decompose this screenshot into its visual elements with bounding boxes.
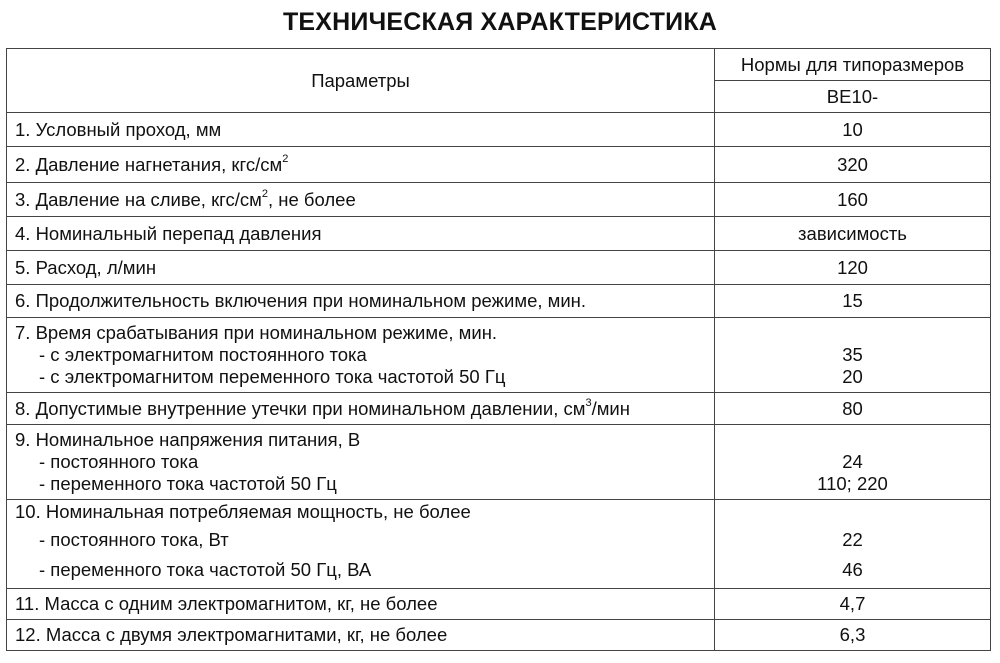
row-sub-label: - переменного тока частотой 50 Гц, ВА (39, 559, 372, 580)
table-row (7, 589, 991, 620)
row-label (7, 393, 715, 425)
spec-table (6, 48, 991, 651)
table-row (7, 318, 991, 393)
row-value-spacer (723, 429, 982, 451)
table-row (7, 425, 991, 500)
row-value: 4,7 (715, 589, 991, 620)
row-value-spacer (723, 501, 982, 529)
row-label: 12. Масса с двумя электромагнитами, кг, не более (7, 620, 715, 651)
row-value: 80 (715, 393, 991, 425)
row-sub-value: 22 (842, 529, 863, 550)
row-label (7, 500, 715, 589)
row-label (7, 318, 715, 393)
row-label (7, 425, 715, 500)
row-label-text: /мин (591, 397, 630, 419)
table-row (7, 620, 991, 651)
row-label: 6. Продолжительность включения при номинальном режиме, мин. (7, 285, 715, 318)
table-row (7, 183, 991, 217)
row-label-text: , не более (267, 188, 356, 210)
row-label: 11. Масса с одним электромагнитом, кг, не более (7, 589, 715, 620)
row-label: 5. Расход, л/мин (7, 251, 715, 285)
header-model: ВЕ10- (715, 81, 991, 113)
superscript: 2 (282, 153, 289, 166)
row-sub-value: 110; 220 (817, 473, 888, 494)
header-parameters: Параметры (7, 49, 715, 113)
row-label-text: 8. Допустимые внутренние утечки при номинальном давлении, см (15, 397, 586, 419)
row-sub-value: 20 (842, 366, 863, 387)
table-row (7, 285, 991, 318)
table-row (7, 113, 991, 147)
row-label (7, 183, 715, 217)
row-label (7, 147, 715, 183)
row-value: 120 (715, 251, 991, 285)
table-row (7, 217, 991, 251)
row-value: 15 (715, 285, 991, 318)
row-value (715, 318, 991, 393)
row-value: 6,3 (715, 620, 991, 651)
row-label-text: 3. Давление на сливе, кгс/см (15, 188, 262, 210)
row-value (715, 425, 991, 500)
row-value-spacer (723, 322, 982, 344)
row-value: 10 (715, 113, 991, 147)
row-sub-value: 35 (842, 344, 863, 365)
superscript: 2 (261, 188, 268, 201)
row-sub-value: 46 (842, 559, 863, 580)
row-sub-label: - постоянного тока, Вт (39, 529, 229, 550)
row-value: зависимость (715, 217, 991, 251)
header-norms: Нормы для типоразмеров (715, 49, 991, 81)
row-sub-label: - постоянного тока (39, 451, 199, 472)
row-label: 1. Условный проход, мм (7, 113, 715, 147)
row-sub-value: 24 (842, 451, 863, 472)
row-label-text: 10. Номинальная потребляемая мощность, не более (15, 501, 471, 522)
row-value: 320 (715, 147, 991, 183)
row-value: 160 (715, 183, 991, 217)
row-label-text: 9. Номинальное напряжения питания, В (15, 429, 361, 450)
table-row (7, 500, 991, 589)
row-sub-label: - переменного тока частотой 50 Гц (39, 473, 337, 494)
superscript: 3 (585, 397, 592, 410)
header-row (7, 49, 991, 81)
page-title: ТЕХНИЧЕСКАЯ ХАРАКТЕРИСТИКА (282, 8, 718, 36)
row-value (715, 500, 991, 589)
row-sub-label: - с электромагнитом переменного тока частотой 50 Гц (39, 366, 506, 387)
row-label-text: 2. Давление нагнетания, кгс/см (15, 153, 283, 175)
row-sub-label: - с электромагнитом постоянного тока (39, 344, 367, 365)
table-row (7, 147, 991, 183)
table-row (7, 251, 991, 285)
row-label: 4. Номинальный перепад давления (7, 217, 715, 251)
row-label-text: 7. Время срабатывания при номинальном режиме, мин. (15, 322, 498, 343)
table-row (7, 393, 991, 425)
